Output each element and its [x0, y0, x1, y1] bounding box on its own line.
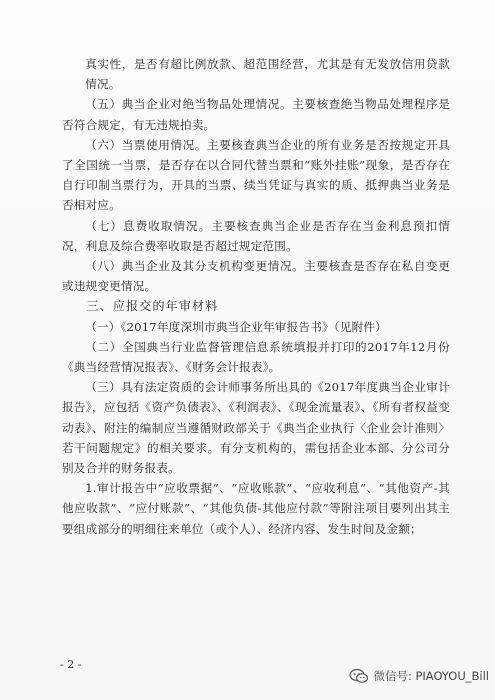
- watermark: [349, 668, 489, 684]
- paragraph-continuation: 真实性，是否有超比例放款、超范围经营，尤其是有无发放信用贷款情况。: [85, 57, 450, 92]
- document-body: [62, 54, 450, 539]
- material-item-1: （一）《2017年度深圳市典当企业年审报告书》（见附件）: [85, 319, 387, 334]
- paragraph-item-5: （五）典当企业对绝当物品处理情况。主要核查绝当物品处理程序是否符合规定，有无违规拍卖。: [62, 97, 450, 132]
- paragraph-item-7: （七）息费收取情况。主要核查典当企业是否存在当金利息预扣情况，利息及综合费率收取是否超过规定范围。: [62, 218, 450, 253]
- material-item-3: （三）具有法定资质的会计师事务所出具的《2017年度典当企业审计报告》，应包括《资产负债表》、《利润表》、《现金流量表》、《所有者权益变动表》、附注的编制应当遵循财政部关于《典当企业执行〈企业会计准则〉若干问题规定》的相关要求。有分支机构的，需包括企业本部、分公司分别及合并的财务报表。: [62, 380, 450, 476]
- material-subitem-1: 1.审计报告中“应收票据”、“应收账款”、“应收利息”、“其他资产-其他应收款”、“应付账款”、“其他负债-其他应付款”等附注项目要列出其主要组成部分的明细往来单位（或个人）、经济内容、发生时间及金额；: [62, 481, 450, 536]
- page-number: - 2 -: [60, 658, 82, 671]
- wechat-icon: [349, 668, 369, 684]
- section-heading: 三、应报交的年审材料: [86, 299, 219, 314]
- paragraph-item-6: （六）当票使用情况。主要核查典当企业的所有业务是否按规定开具了全国统一当票，是否存在以合同代替当票和“账外挂账”现象，是否存在自行印制当票行为，开具的当票、续当凭证与真实的质、抵押典当业务是否相对应。: [62, 137, 450, 213]
- paragraph-item-8: （八）典当企业及其分支机构变更情况。主要核查是否存在私自变更或违规变更情况。: [62, 259, 450, 294]
- watermark-text: 微信号: PIAOYOU_Bill: [373, 669, 489, 683]
- material-item-2: （二）全国典当行业监督管理信息系统填报并打印的2017年12月份《典当经营情况报表》、《财务会计报表》。: [62, 339, 450, 375]
